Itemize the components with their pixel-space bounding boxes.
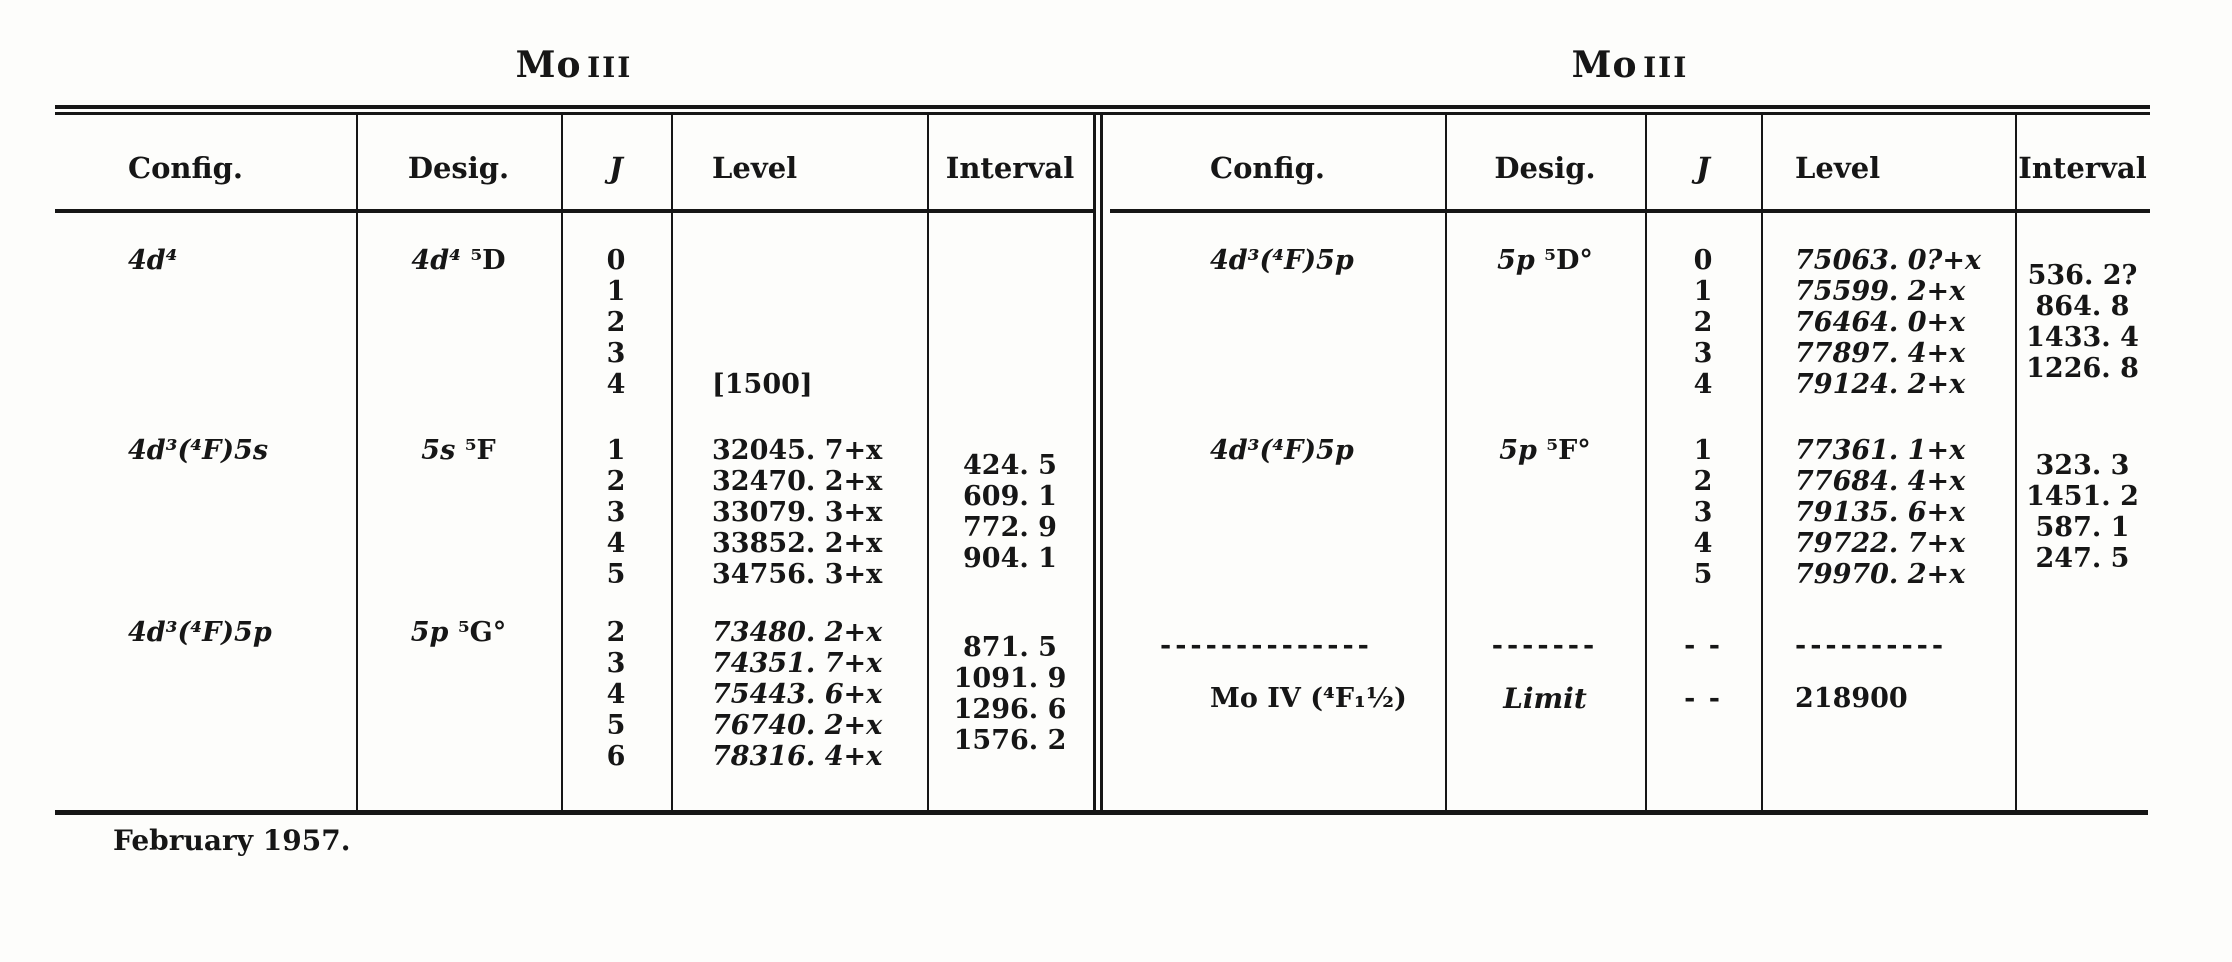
level-value: 76740. 2+x xyxy=(712,710,883,741)
table-section xyxy=(55,435,1093,590)
desig-term: ⁵F xyxy=(464,435,496,466)
interval-stack xyxy=(2015,245,2150,384)
j-value: 5 xyxy=(606,559,626,590)
level-value: 75063. 0?+x xyxy=(1795,245,1982,276)
level-value: 77361. 1+x xyxy=(1795,435,1966,466)
j-value: 3 xyxy=(606,497,626,528)
level-value: 78316. 4+x xyxy=(712,741,883,772)
level-value: 34756. 3+x xyxy=(712,559,883,590)
desig-term: ⁵D xyxy=(470,245,506,276)
column-header-interval: Interval xyxy=(945,151,1075,185)
config-cell xyxy=(1110,245,1445,400)
desig-value xyxy=(1445,435,1645,466)
config-cell xyxy=(1110,683,1445,714)
level-cell xyxy=(671,617,927,772)
desig-prefix: 5p xyxy=(1499,435,1547,466)
column-header-j: J xyxy=(1696,151,1710,185)
desig-cell xyxy=(356,617,561,772)
desig-value xyxy=(356,617,561,648)
level-value: 33852. 2+x xyxy=(712,528,883,559)
desig-term: ⁵D° xyxy=(1544,245,1593,276)
interval-value: 1451. 2 xyxy=(2026,481,2139,512)
j-value: 3 xyxy=(606,338,626,369)
table-body xyxy=(55,115,1093,812)
table-title-right xyxy=(1110,44,2150,86)
level-value xyxy=(712,307,927,338)
element-symbol: Mo xyxy=(515,44,582,86)
table-section xyxy=(1110,245,2150,400)
interval-value: 247. 5 xyxy=(2035,543,2130,574)
desig-cell xyxy=(1445,435,1645,590)
j-cell xyxy=(561,245,671,400)
j-value: 5 xyxy=(1693,559,1713,590)
j-value: 4 xyxy=(1693,528,1713,559)
interval-value: 536. 2? xyxy=(2027,260,2138,291)
j-value: 5 xyxy=(606,710,626,741)
desig-value xyxy=(356,435,561,466)
config-cell xyxy=(1110,630,1445,661)
interval-stack xyxy=(927,245,1093,260)
ionization-stage: III xyxy=(587,51,633,84)
column-header-interval: Interval xyxy=(2018,151,2147,185)
j-cell xyxy=(1645,683,1761,714)
ionization-stage: III xyxy=(1643,51,1689,84)
j-value: 2 xyxy=(1693,307,1713,338)
desig-cell xyxy=(1445,245,1645,400)
table-section xyxy=(1110,630,2150,661)
j-cell xyxy=(1645,245,1761,400)
interval-value: 587. 1 xyxy=(2035,512,2130,543)
level-cell xyxy=(671,245,927,400)
j-cell xyxy=(561,435,671,590)
config-value: 4d³(⁴F)5p xyxy=(128,617,272,648)
config-value: Mo IV (⁴F₁½) xyxy=(1210,683,1407,714)
j-value: 4 xyxy=(1693,369,1713,400)
level-value: 32470. 2+x xyxy=(712,466,883,497)
interval-stack xyxy=(927,617,1093,756)
table-section xyxy=(55,245,1093,400)
desig-cell xyxy=(1445,630,1645,661)
j-value: 2 xyxy=(606,307,626,338)
config-cell xyxy=(55,617,356,772)
level-value: 77684. 4+x xyxy=(1795,466,1966,497)
j-value: 4 xyxy=(606,679,626,710)
table-body xyxy=(1110,115,2150,812)
interval-value: 871. 5 xyxy=(963,632,1057,663)
j-cell xyxy=(561,617,671,772)
level-value xyxy=(712,338,927,369)
level-value: 33079. 3+x xyxy=(712,497,883,528)
j-value: 2 xyxy=(606,617,626,648)
j-value: 1 xyxy=(606,276,626,307)
level-value: 75443. 6+x xyxy=(712,679,883,710)
config-value: 4d⁴ xyxy=(128,245,178,276)
level-value: 73480. 2+x xyxy=(712,617,883,648)
j-value: 2 xyxy=(1693,466,1713,497)
level-value: 79135. 6+x xyxy=(1795,497,1966,528)
interval-value: 424. 5 xyxy=(963,450,1057,481)
config-cell xyxy=(1110,435,1445,590)
interval-value: 772. 9 xyxy=(963,512,1057,543)
column-header-level: Level xyxy=(712,151,798,185)
j-value: 1 xyxy=(1693,435,1713,466)
level-cell xyxy=(1761,435,2015,590)
leader-dashes: ---------- xyxy=(1795,630,1948,661)
table-divider-rule-left xyxy=(1093,115,1096,812)
level-value: 79970. 2+x xyxy=(1795,559,1966,590)
footer-date: February 1957. xyxy=(113,824,351,857)
j-value: 1 xyxy=(1693,276,1713,307)
level-cell xyxy=(1761,630,2015,661)
desig-cell xyxy=(356,435,561,590)
j-value: 1 xyxy=(606,435,626,466)
interval-value: 1091. 9 xyxy=(953,663,1067,694)
interval-value: 1296. 6 xyxy=(953,694,1067,725)
level-value: [1500] xyxy=(712,369,813,400)
level-value: 74351. 7+x xyxy=(712,648,883,679)
desig-prefix: 5p xyxy=(410,617,458,648)
j-cell xyxy=(1645,435,1761,590)
limit-label: Limit xyxy=(1503,682,1587,715)
j-value: 4 xyxy=(606,528,626,559)
level-value: 32045. 7+x xyxy=(712,435,883,466)
j-value: 0 xyxy=(606,245,626,276)
interval-stack xyxy=(2015,435,2150,574)
interval-value: 1433. 4 xyxy=(2026,322,2139,353)
j-cell xyxy=(1645,630,1761,661)
level-value: 79722. 7+x xyxy=(1795,528,1966,559)
column-header-j: J xyxy=(609,151,623,185)
interval-cell xyxy=(927,435,1093,590)
leader-dashes: ------- xyxy=(1491,630,1599,661)
top-double-rule-upper xyxy=(55,105,2150,109)
desig-value xyxy=(356,245,561,276)
interval-value: 1226. 8 xyxy=(2026,353,2139,384)
config-cell xyxy=(55,245,356,400)
limit-value: 218900 xyxy=(1795,683,1908,714)
j-value: 3 xyxy=(606,648,626,679)
desig-value xyxy=(1445,245,1645,276)
j-value: 3 xyxy=(1693,338,1713,369)
leader-dashes: -------------- xyxy=(1160,630,1373,661)
config-cell xyxy=(55,435,356,590)
level-value: 76464. 0+x xyxy=(1795,307,1966,338)
j-value: - - xyxy=(1684,683,1722,714)
interval-cell xyxy=(2015,630,2150,661)
desig-prefix: 5s xyxy=(421,435,465,466)
interval-value: 323. 3 xyxy=(2035,450,2130,481)
interval-cell xyxy=(927,617,1093,772)
j-value: 4 xyxy=(606,369,626,400)
interval-value: 609. 1 xyxy=(963,481,1057,512)
desig-prefix: 4d⁴ xyxy=(411,245,471,276)
interval-value: 1576. 2 xyxy=(953,725,1067,756)
table-section xyxy=(55,617,1093,772)
column-header-level: Level xyxy=(1795,151,1881,185)
desig-prefix: 5p xyxy=(1497,245,1545,276)
column-header-desig: Desig. xyxy=(407,151,510,185)
interval-cell xyxy=(2015,245,2150,400)
mo-iii-level-table-left xyxy=(55,115,1093,812)
level-value xyxy=(712,276,927,307)
mo-iii-level-table-right xyxy=(1110,115,2150,812)
level-cell xyxy=(671,435,927,590)
table-section xyxy=(1110,683,2150,714)
leader-dashes: - - xyxy=(1684,630,1722,661)
j-value: 2 xyxy=(606,466,626,497)
level-value xyxy=(712,245,927,276)
interval-value: 904. 1 xyxy=(963,543,1057,574)
interval-stack xyxy=(927,435,1093,574)
config-value: 4d³(⁴F)5s xyxy=(128,435,269,466)
j-value: 3 xyxy=(1693,497,1713,528)
interval-cell xyxy=(2015,435,2150,590)
interval-cell xyxy=(2015,683,2150,714)
desig-cell xyxy=(356,245,561,400)
config-value: 4d³(⁴F)5p xyxy=(1210,245,1354,276)
desig-term: ⁵F° xyxy=(1546,435,1591,466)
column-header-desig: Desig. xyxy=(1494,151,1596,185)
level-value: 75599. 2+x xyxy=(1795,276,1966,307)
config-value: 4d³(⁴F)5p xyxy=(1210,435,1354,466)
j-value: 6 xyxy=(606,741,626,772)
level-value: 79124. 2+x xyxy=(1795,369,1966,400)
level-cell xyxy=(1761,245,2015,400)
element-symbol: Mo xyxy=(1571,44,1638,86)
j-value: 0 xyxy=(1693,245,1713,276)
interval-value: 864. 8 xyxy=(2035,291,2130,322)
column-header-config: Config. xyxy=(128,151,243,185)
level-cell xyxy=(1761,683,2015,714)
desig-cell xyxy=(1445,683,1645,714)
level-value: 77897. 4+x xyxy=(1795,338,1966,369)
table-title-left xyxy=(55,44,1093,86)
table-divider-rule-right xyxy=(1100,115,1103,812)
column-header-config: Config. xyxy=(1210,151,1325,185)
table-section xyxy=(1110,435,2150,590)
interval-cell xyxy=(927,245,1093,400)
desig-term: ⁵G° xyxy=(457,617,507,648)
